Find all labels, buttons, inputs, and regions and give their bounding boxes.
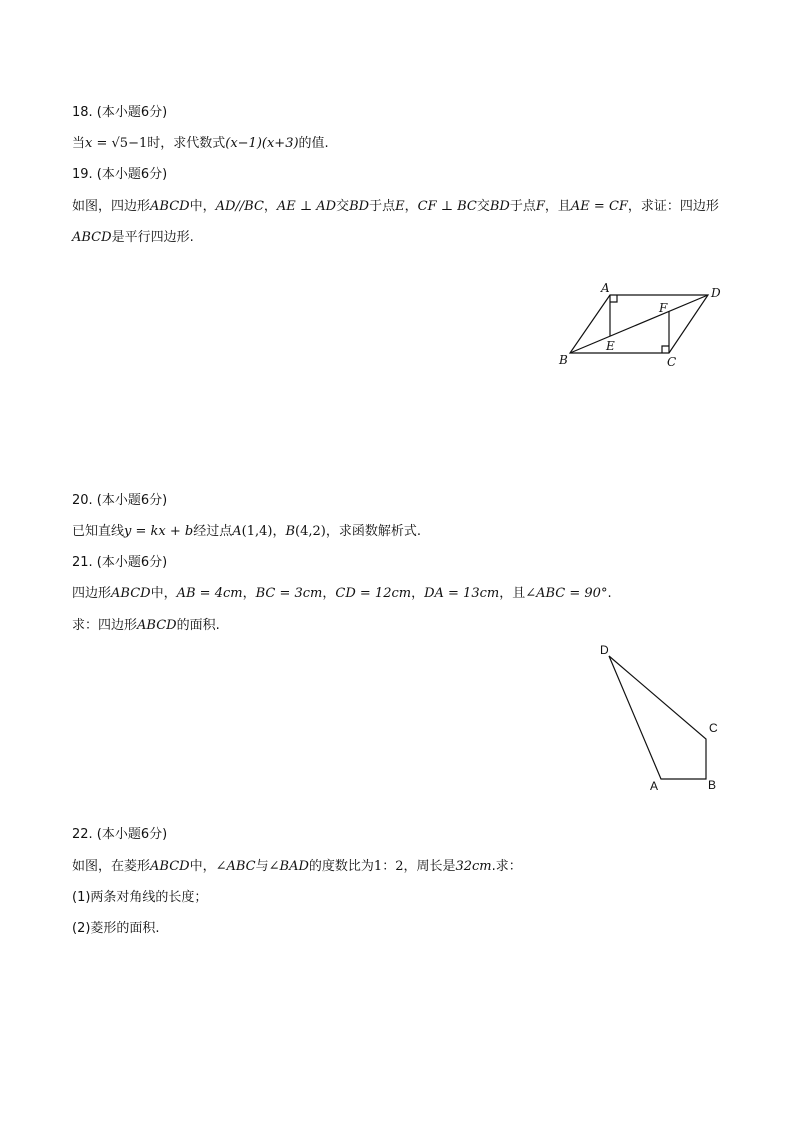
q21-text: 四边形ABCD中，AB = 4cm，BC = 3cm，CD = 12cm，DA = 13cm，且∠ABC = 90°.: [72, 586, 612, 601]
quadrilateral-abcd: [609, 656, 706, 779]
label-d: D: [600, 643, 609, 657]
label-c: C: [709, 721, 718, 735]
label-b: B: [708, 778, 717, 792]
label-a: A: [601, 281, 610, 295]
label-b: B: [559, 353, 568, 367]
label-d: D: [711, 286, 721, 300]
label-c: C: [667, 355, 677, 369]
q21-question: 求：四边形ABCD的面积.: [72, 618, 220, 633]
label-f: F: [659, 301, 668, 315]
q19-text-line2: ABCD是平行四边形.: [72, 230, 194, 245]
q20-header: 20. (本小题6分): [72, 493, 168, 508]
label-e: E: [606, 339, 615, 353]
q18-header: 18. (本小题6分): [72, 105, 168, 120]
q22-header: 22. (本小题6分): [72, 827, 168, 842]
q22-item-2: (2)菱形的面积.: [72, 921, 160, 936]
q19-header: 19. (本小题6分): [72, 167, 168, 182]
q18-text: 当x = √5−1时，求代数式(x−1)(x+3)的值.: [72, 136, 329, 151]
q19-text-line1: 如图，四边形ABCD中，AD//BC，AE ⊥ AD交BD于点E，CF ⊥ BC交BD于点F，且AE = CF，求证：四边形: [72, 199, 719, 214]
q22-item-1: (1)两条对角线的长度；: [72, 890, 208, 905]
q22-text: 如图，在菱形ABCD中，∠ABC与∠BAD的度数比为1：2，周长是32cm.求：: [72, 859, 522, 874]
q20-text: 已知直线y = kx + b经过点A(1,4)，B(4,2)，求函数解析式.: [72, 524, 421, 539]
label-a: A: [650, 779, 659, 793]
q21-header: 21. (本小题6分): [72, 555, 168, 570]
